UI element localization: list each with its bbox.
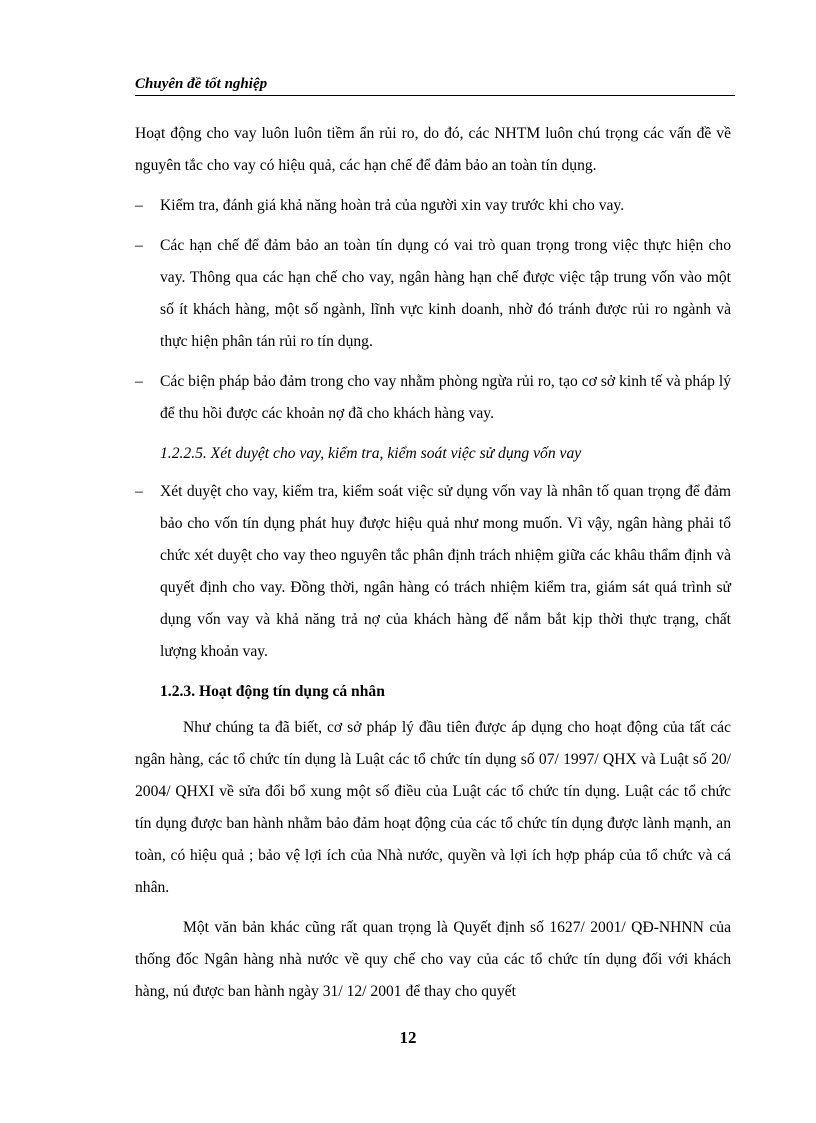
dash-bullet-icon: – bbox=[135, 373, 143, 390]
list-item bbox=[135, 476, 731, 668]
section-heading: 1.2.3. Hoạt động tín dụng cá nhân bbox=[160, 683, 385, 700]
list-item-text: Các hạn chế để đảm bảo an toàn tín dụng có vai trò quan trọng trong việc thực hiện cho vay. Thông qua các hạn chế cho vay, ngân hàng hạn chế được việc tập trung vốn vào một số ít khách hàng, một số ngành, lĩnh vực kinh doanh, nhờ đó tránh được rủi ro ngành và thực hiện phân tán rủi ro tín dụng. bbox=[160, 237, 731, 350]
list-item-text: Kiểm tra, đánh giá khả năng hoàn trả của người xin vay trước khi cho vay. bbox=[160, 197, 625, 214]
intro-paragraph: Hoạt động cho vay luôn luôn tiềm ẩn rủi ro, do đó, các NHTM luôn chú trọng các vấn đề về nguyên tắc cho vay có hiệu quả, các hạn chế để đảm bảo an toàn tín dụng. bbox=[135, 125, 731, 174]
dash-bullet-icon: – bbox=[135, 237, 143, 254]
subsection-heading: 1.2.2.5. Xét duyệt cho vay, kiểm tra, kiểm soát việc sử dụng vốn vay bbox=[160, 445, 582, 462]
dash-bullet-icon: – bbox=[135, 197, 143, 214]
list-item bbox=[135, 366, 731, 430]
paragraph: Một văn bản khác cũng rất quan trọng là Quyết định số 1627/ 2001/ QĐ-NHNN của thống đốc Ngân hàng nhà nước về quy chế cho vay của các tổ chức tín dụng đối với khách hàng, nú được ban hành ngày 31/ 12/ 2001 để thay cho quyết bbox=[135, 919, 731, 1000]
list-item-text: Xét duyệt cho vay, kiểm tra, kiểm soát việc sử dụng vốn vay là nhân tố quan trọng để đảm bảo cho vốn tín dụng phát huy được hiệu quả như mong muốn. Vì vậy, ngân hàng phải tổ chức xét duyệt cho vay theo nguyên tắc phân định trách nhiệm giữa các khâu thẩm định và quyết định cho vay. Đồng thời, ngân hàng có trách nhiệm kiểm tra, giám sát quá trình sử dụng vốn vay và khả năng trả nợ của khách hàng để nắm bắt kịp thời thực trạng, chất lượng khoản vay. bbox=[160, 483, 731, 660]
list-item bbox=[135, 230, 731, 358]
page-header: Chuyên đề tốt nghiệp bbox=[135, 76, 735, 96]
list-item bbox=[135, 190, 731, 222]
paragraph: Như chúng ta đã biết, cơ sở pháp lý đầu tiên được áp dụng cho hoạt động của tất các ngân hàng, các tổ chức tín dụng là Luật các tổ chức tín dụng số 07/ 1997/ QHX và Luật số 20/ 2004/ QHXI về sửa đổi bổ xung một số điều của Luật các tổ chức tín dụng. Luật các tổ chức tín dụng được ban hành nhằm bảo đảm hoạt động của các tổ chức tín dụng được lành mạnh, an toàn, có hiệu quả ; bảo vệ lợi ích của Nhà nước, quyền và lợi ích hợp pháp của tổ chức và cá nhân. bbox=[135, 719, 731, 896]
page-body bbox=[135, 118, 731, 1016]
list-item-text: Các biện pháp bảo đảm trong cho vay nhằm phòng ngừa rủi ro, tạo cơ sở kinh tế và pháp lý để thu hồi được các khoản nợ đã cho khách hàng vay. bbox=[160, 373, 731, 422]
dash-bullet-icon: – bbox=[135, 483, 143, 500]
page-number: 12 bbox=[399, 1028, 417, 1047]
